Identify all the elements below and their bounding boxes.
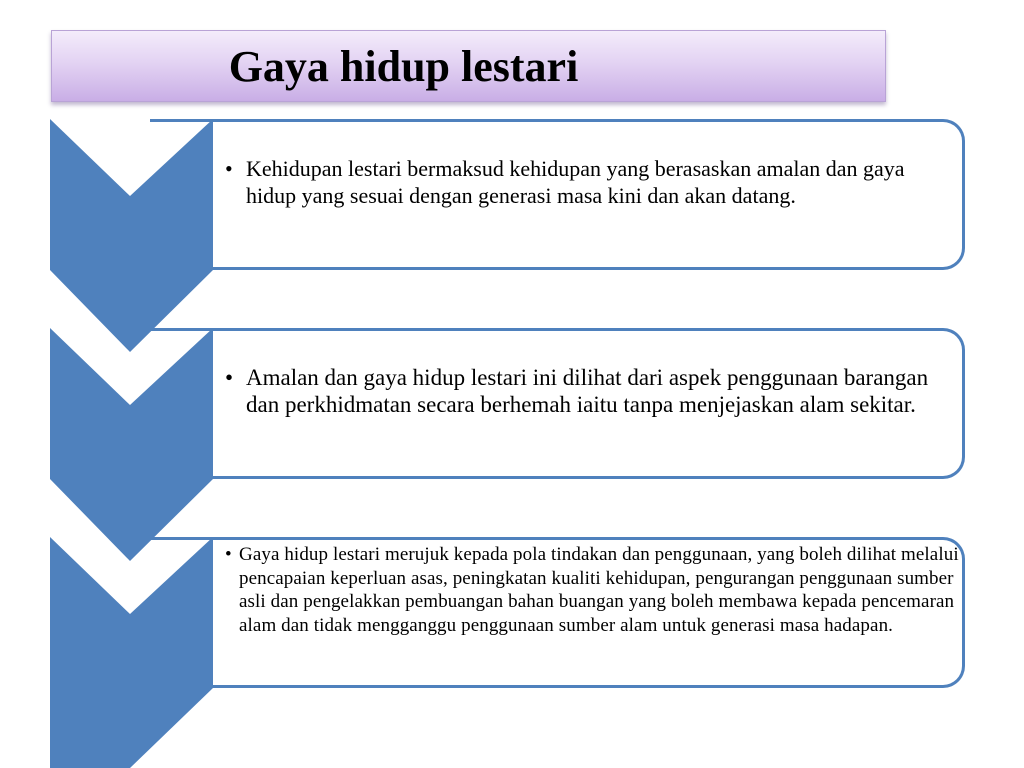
bullet-glyph: • [225, 365, 234, 390]
step-text-3 [225, 543, 960, 637]
bullet-glyph: • [225, 156, 233, 181]
title-banner [51, 30, 886, 102]
bullet-item [225, 364, 960, 418]
step-text-2 [225, 364, 960, 418]
step-description: Amalan dan gaya hidup lestari ini dilihat dari aspek penggunaan barangan dan perkhidmatan secara berhemah iaitu tanpa menjejaskan alam sekitar. [246, 365, 929, 417]
step-description: Gaya hidup lestari merujuk kepada pola tindakan dan penggunaan, yang boleh dilihat melalui pencapaian keperluan asas, peningkatan kualiti kehidupan, pengurangan penggunaan sumber asli dan pengelakkan pembuangan bahan buangan yang boleh membawa kepada pencemaran alam dan tidak mengganggu penggunaan sumber alam untuk generasi masa hadapan. [239, 544, 959, 636]
step-text-1 [225, 155, 960, 209]
bullet-glyph: • [225, 544, 232, 565]
chevron-arrow-3 [50, 537, 213, 768]
chevron-arrow-1 [50, 119, 213, 352]
chevron-arrow-2 [50, 328, 213, 561]
step-description: Kehidupan lestari bermaksud kehidupan yang berasaskan amalan dan gaya hidup yang sesuai dengan generasi masa kini dan akan datang. [246, 156, 905, 208]
page-title: Gaya hidup lestari [228, 41, 579, 91]
bullet-item [225, 543, 960, 637]
bullet-item [225, 155, 960, 209]
